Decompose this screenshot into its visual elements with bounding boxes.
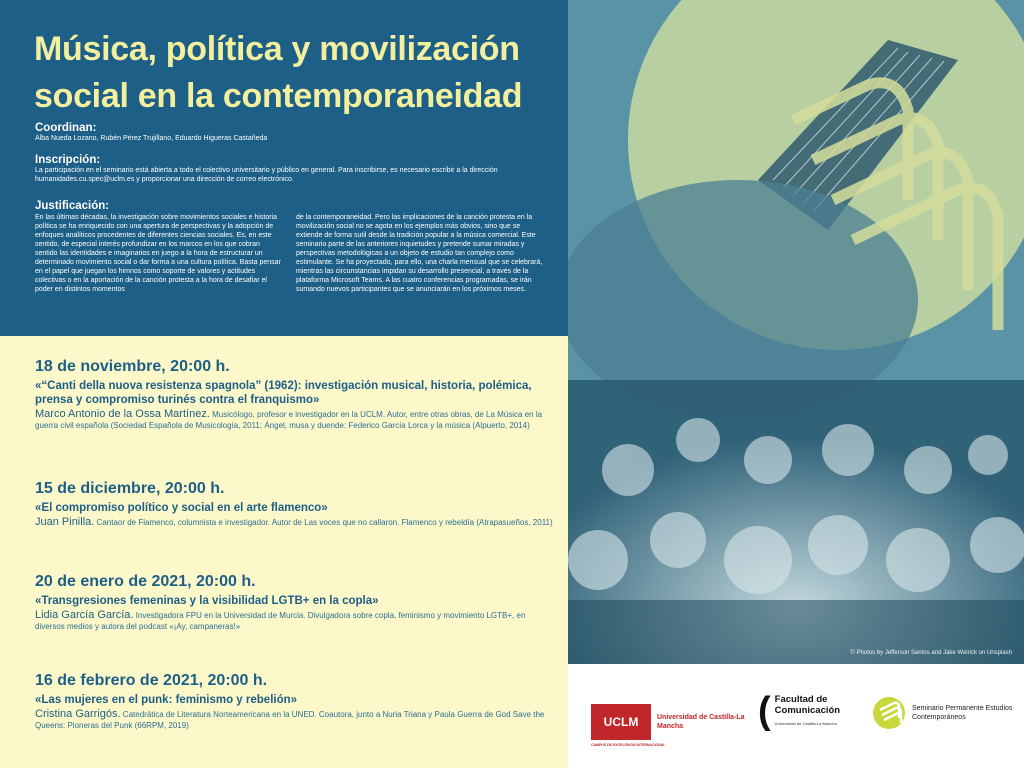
facultad-logo[interactable] <box>758 692 865 730</box>
justificacion-heading: Justificación: <box>35 200 110 212</box>
event-speaker: Lidia García García. <box>35 609 134 621</box>
uclm-logo[interactable] <box>591 704 747 747</box>
event-description <box>35 409 555 431</box>
justificacion-col2: de la contemporaneidad. Pero las implicaciones de la canción protesta en la movilización social no se agota en los ejemplos más obvios, sino que se extiende de forma sutil desde la tradición popular a la música comercial. Este seminario parte de las anteriores inquietudes y pretende sumar miradas y perspectivas metodológicas a un objeto de estudio tan complejo como estimulante. Se ha proyectado, para ello, una charla mensual que se celebrará, mientras las circunstancias impidan su desarrollo presencial, a través de la plataforma Microsoft Teams. A las cuatro conferencias programadas, se irán sumando nuevos participantes que se anunciarán en los próximos meses. <box>296 214 543 293</box>
event-item <box>35 479 555 528</box>
uclm-mark-text: UCLM <box>603 715 639 729</box>
event-bio: Catedrática de Literatura Norteamericana en la UNED. Coautora, junto a Nuria Triana y Paula Guerra de God Save the Queens: Pioneras del Punk (66RPM, 2019) <box>35 710 545 730</box>
event-description <box>35 517 555 528</box>
uclm-campus-text: CAMPUS DE EXCELENCIA INTERNACIONAL <box>591 743 666 747</box>
seminario-logo[interactable] <box>872 696 1022 730</box>
event-speaker: Marco Antonio de la Ossa Martínez. <box>35 408 210 420</box>
event-date: 16 de febrero de 2021, 20:00 h. <box>35 672 268 689</box>
event-title: «Transgresiones femeninas y la visibilidad LGTB+ en la copla» <box>35 595 379 607</box>
guitar-crowd-illustration <box>568 0 1024 664</box>
photo-credit: © Photos by Jefferson Santos and Jake Weirick on Unsplash <box>850 650 1012 656</box>
seminario-mark-icon <box>872 696 906 730</box>
facultad-sub: Universidad de Castilla-La Mancha <box>774 720 837 726</box>
event-bio: Investigadora FPU en la Universidad de Murcia. Divulgadora sobre copla, feminismo y movimiento LGTB+, en diversos medios y autora del podcast «¡Ay, campaneras!» <box>35 611 526 631</box>
event-date: 20 de enero de 2021, 20:00 h. <box>35 573 256 590</box>
facultad-paren-icon: ( <box>758 690 771 732</box>
event-date: 15 de diciembre, 20:00 h. <box>35 480 225 497</box>
justificacion-col1: En las últimas décadas, la investigación sobre movimientos sociales e historia política se ha enriquecido con una apertura de perspectivas y la adopción de enfoques analíticos procedentes de diferentes ciencias sociales. Es, en este sentido, de especial interés profundizar en los marcos en los que cobran sentido las identidades e imaginarios en juego a la hora de estructurar un determinado movimiento social o dar forma a una cultura política. Basta pensar en el papel que juegan los himnos como soporte de valores y actitudes colectivas o en la aportación de la canción protesta a la hora de desafiar el poder en distintos momentos <box>35 214 281 293</box>
header-panel <box>0 0 568 336</box>
hero-image <box>568 0 1024 664</box>
event-speaker: Juan Pinilla. <box>35 516 95 528</box>
coordinan-text: Alba Nueda Lozano, Rubén Pérez Trujillano, Eduardo Higueras Castañeda <box>35 135 268 142</box>
coordinan-heading: Coordinan: <box>35 122 97 134</box>
event-title: «“Canti della nuova resistenza spagnola” (1962): investigación musical, historia, polémica, prensa y compromiso turinés contra el franquismo» <box>35 380 532 406</box>
event-date: 18 de noviembre, 20:00 h. <box>35 358 230 375</box>
seminario-name: Seminario Permanente Estudios Contemporáneos <box>912 705 1013 721</box>
facultad-name: Facultad de Comunicación <box>774 693 841 716</box>
event-item <box>35 671 555 731</box>
uclm-mark <box>591 704 666 747</box>
event-item <box>35 357 555 431</box>
event-bio: Cantaor de Flamenco, columnista e investigador. Autor de Las voces que no callaron. Flamenco y rebeldía (Atrapasueños, 2011) <box>94 518 553 527</box>
event-description <box>35 709 555 731</box>
event-title: «El compromiso político y social en el arte flamenco» <box>35 502 328 514</box>
event-bio: Musicólogo, profesor e investigador en la UCLM. Autor, entre otras obras, de La Música en la guerra civil española (Sociedad Española de Musicología, 2011; Ángel, musa y duende: Federico García Lorca y la música (Alpuerto, 2014) <box>35 410 543 430</box>
inscripcion-heading: Inscripción: <box>35 154 101 166</box>
page-title: Música, política y movilización social en la contemporaneidad <box>34 30 523 115</box>
event-description <box>35 610 555 632</box>
event-item <box>35 572 555 632</box>
uclm-name: Universidad de Castilla-La Mancha <box>657 714 745 730</box>
logo-panel <box>568 664 1024 768</box>
inscripcion-text: La participación en el seminario está abierta a todo el colectivo universitario y público en general. Para inscribirse, es necesario escribir a la dirección humanidades.cu.spec@uclm.es y proporcionar una dirección de correo electrónico. <box>35 167 498 183</box>
event-speaker: Cristina Garrigós. <box>35 708 121 720</box>
event-title: «Las mujeres en el punk: feminismo y rebelión» <box>35 694 298 706</box>
